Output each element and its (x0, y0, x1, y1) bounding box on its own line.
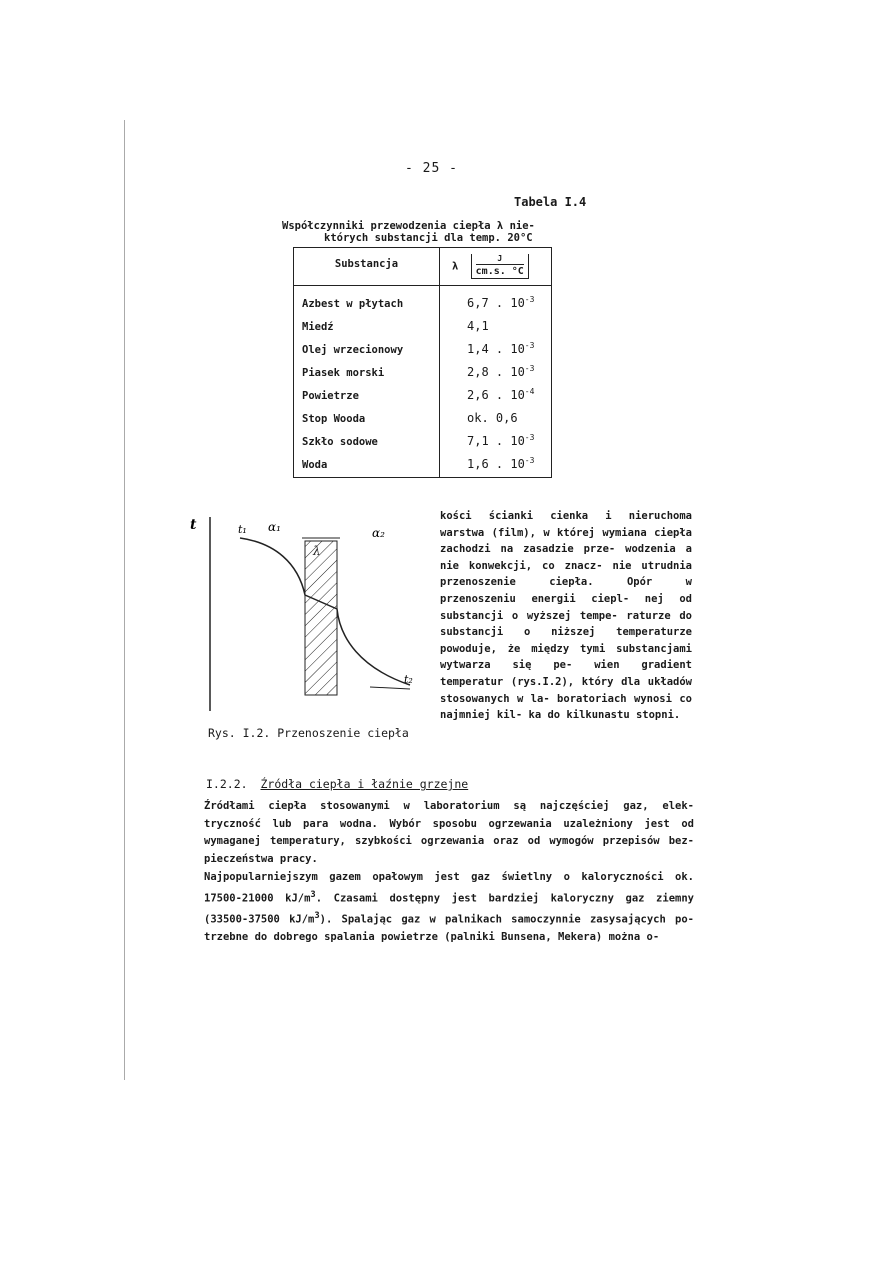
table-label: Tabela I.4 (514, 195, 587, 209)
unit-bracket (471, 254, 529, 279)
table-caption-line2: których substancji dla temp. 20°C (324, 232, 533, 244)
t2-underline (370, 687, 410, 689)
row-value: 6,7 . $10^{-3}$ (467, 295, 535, 310)
label-alpha2: α₂ (372, 526, 385, 540)
conductivity-table (293, 247, 552, 478)
header-substance: Substancja (334, 258, 399, 270)
heat-transfer-figure (180, 513, 420, 715)
section-title: Źródła ciepła i łaźnie grzejne (260, 777, 469, 791)
page-number: - 25 - (405, 161, 458, 176)
row-value: 2,8 . $10^{-3}$ (467, 364, 535, 379)
row-value: ok. 0,6 (467, 411, 518, 425)
label-t1: t₁ (238, 523, 247, 536)
row-value: 1,6 . $10^{-3}$ (467, 456, 535, 471)
table-row (294, 456, 551, 479)
table-row (294, 318, 551, 341)
label-alpha1: α₁ (268, 520, 281, 534)
row-value: 7,1 . $10^{-3}$ (467, 433, 535, 448)
table-row (294, 387, 551, 410)
row-value: 4,1 (467, 319, 489, 333)
table-rows (294, 295, 551, 479)
table-row (294, 295, 551, 318)
side-text-column (440, 508, 692, 724)
row-value: 1,4 . $10^{-3}$ (467, 341, 535, 356)
row-name: Miedź (302, 321, 334, 333)
figure-caption: Rys. I.2. Przenoszenie ciepła (208, 726, 409, 740)
table-caption (282, 220, 592, 244)
body-text (204, 798, 694, 947)
unit-numerator: J (476, 254, 524, 265)
row-name: Woda (302, 459, 328, 471)
scan-edge-line (124, 120, 125, 1080)
row-name: Azbest w płytach (302, 298, 404, 310)
unit-denominator: cm.s. °C (475, 266, 524, 277)
axis-label-t: t (190, 517, 197, 533)
table-row (294, 433, 551, 456)
paragraph-1: Źródłami ciepła stosowanymi w laboratorium są najczęściej gaz, elek- tryczność lub para wodna. Wybór sposobu ogrzewania uzależniony jest od wymaganej temperatury, szybkości ogrzewania oraz od wymogów przepisów bez- pieczeństwa pracy. (204, 800, 694, 866)
header-symbol: λ (452, 260, 459, 273)
row-name: Olej wrzecionowy (302, 344, 404, 356)
table-header-divider (294, 285, 551, 286)
table-row (294, 364, 551, 387)
row-name: Szkło sodowe (302, 436, 378, 448)
table-caption-line1: Współczynniki przewodzenia ciepła λ nie- (282, 220, 535, 232)
section-number: I.2.2. (206, 777, 248, 791)
row-name: Piasek morski (302, 367, 385, 379)
section-heading (206, 777, 468, 791)
label-t2: t₂ (404, 673, 413, 686)
row-name: Stop Wooda (302, 413, 366, 425)
header-unit (452, 254, 529, 279)
paragraph-2: Najpopularniejszym gazem opałowym jest gaz świetlny o kaloryczności ok. 17500-21000 $kJ/m^3$. Czasami dostępny jest bardziej kaloryczny gaz ziemny (33500-37500 $kJ/m^3$). Spalając gaz w palnikach samoczynnie zasysających po- trzebne do dobrego spalania powietrze (palniki Bunsena, Mekera) można o- (204, 870, 694, 943)
row-value: 2,6 . $10^{-4}$ (467, 387, 535, 402)
row-name: Powietrze (302, 390, 359, 402)
table-row (294, 341, 551, 364)
table-row (294, 410, 551, 433)
wall-hatched (305, 541, 337, 695)
label-lambda: λ (313, 544, 321, 558)
side-text: kości ścianki cienka i nieruchoma warstwa (film), w której wymiana ciepła zachodzi na zasadzie prze- wodzenia a nie konwekcji, co znacz- nie utrudnia przenoszenie ciepła. Opór w przenoszeniu energii ciepl- nej od substancji o wyższej tempe- raturze do substancji o niższej temperaturze powoduje, że między tymi substancjami wytwarza się pe- wien gradient temperatur (rys.I.2), który dla układów stosowanych w la- boratoriach wynosi co najmniej kil- ka do kilkunastu stopni. (440, 510, 692, 722)
